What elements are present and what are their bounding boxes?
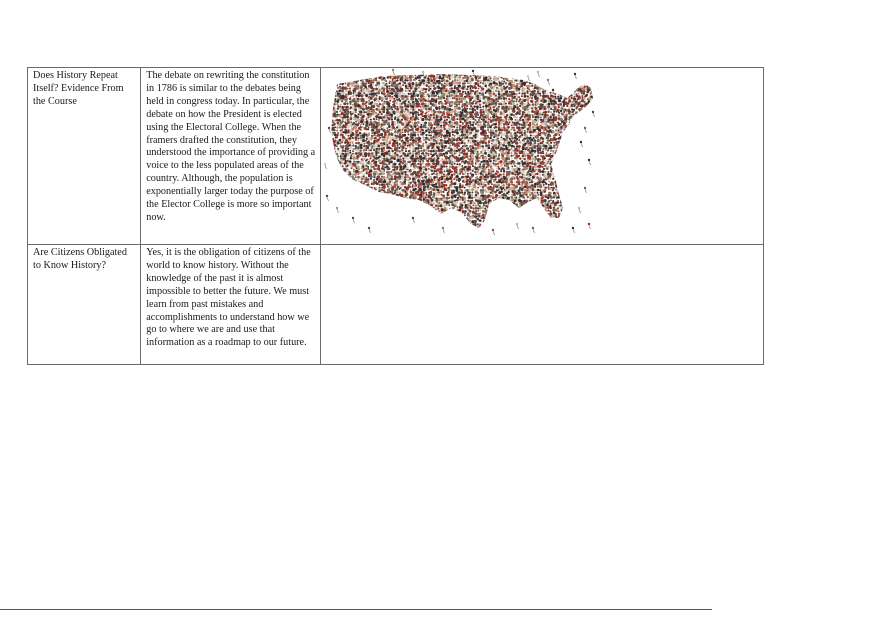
answer-cell: Yes, it is the obligation of citizens of the world to know history. Without the knowledge of the past it is almost impossible to better the future. We must learn from past mistakes and accomplishments to understand how we go to where we are and use that information as a roadmap to our future. — [141, 245, 321, 365]
crowd-usa-map-icon — [323, 68, 601, 240]
table-row — [28, 245, 764, 365]
table-row — [28, 68, 764, 245]
footer-rule — [0, 609, 712, 610]
question-cell: Are Citizens Obligated to Know History? — [28, 245, 141, 365]
answer-cell: The debate on rewriting the constitution in 1786 is similar to the debates being held in congress today. In particular, the debate on how the President is elected using the Electoral College. When the framers drafted the constitution, they understood the importance of providing a voice to the less populated areas of the country. Although, the population is exponentially larger today the purpose of the Elector College is more so important now. — [141, 68, 321, 245]
crowd-usa-map-image — [323, 68, 601, 240]
empty-cell — [321, 245, 764, 365]
question-cell: Does History Repeat Itself? Evidence From the Course — [28, 68, 141, 245]
image-cell — [321, 68, 764, 245]
history-table — [27, 67, 764, 365]
